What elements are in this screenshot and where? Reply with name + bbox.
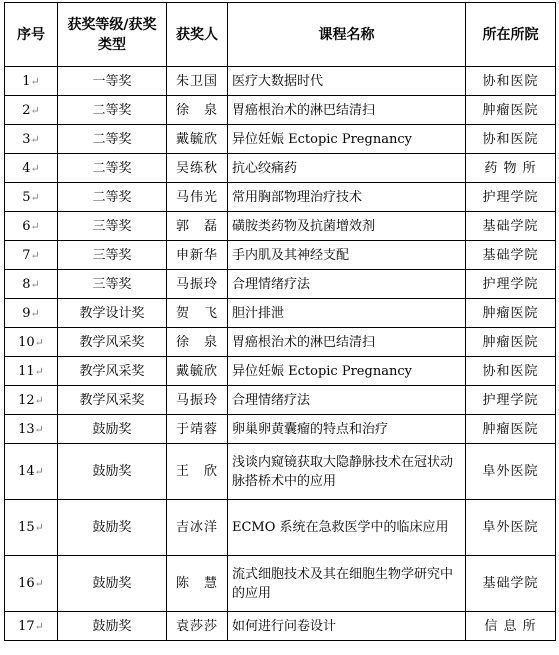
table-row (5, 183, 556, 212)
row-course-cell (228, 67, 466, 96)
row-winner-cell-text: 戴毓欣 (175, 363, 218, 379)
paragraph-mark: ↵ (30, 132, 40, 146)
paragraph-mark: ↵ (30, 277, 40, 291)
row-level-cell (58, 125, 167, 154)
row-course-cell-text: 流式细胞技术及其在细胞生物学研究中的应用 (232, 566, 454, 601)
row-level-cell (58, 386, 167, 415)
row-dept-cell-text: 协和医院 (482, 363, 539, 379)
row-no-cell (5, 67, 58, 96)
row-level-cell-text: 三等奖 (92, 247, 132, 263)
row-course-cell (228, 500, 466, 556)
row-course-cell-text: 异位妊娠 Ectopic Pregnancy (232, 131, 412, 147)
row-dept-cell-text: 协和医院 (482, 73, 539, 89)
table-row (5, 612, 556, 641)
row-level-cell-text: 鼓励奖 (92, 520, 132, 535)
paragraph-mark: ↵ (34, 577, 44, 590)
row-level-cell (58, 328, 167, 357)
row-dept-cell-text: 药 物 所 (484, 160, 537, 176)
row-winner-cell (167, 212, 228, 241)
row-level-cell (58, 556, 167, 612)
row-no-cell-text: 11 (18, 363, 35, 379)
row-level-cell-text: 三等奖 (92, 276, 132, 292)
row-dept-cell-text: 肿瘤医院 (482, 305, 539, 321)
row-course-cell-text: 胆汁排泄 (232, 305, 285, 321)
row-winner-cell-text: 袁莎莎 (175, 618, 218, 634)
row-course-cell (228, 444, 466, 500)
table-row (5, 96, 556, 125)
paragraph-mark: ↵ (34, 465, 44, 478)
paragraph-mark: ↵ (30, 74, 40, 88)
row-winner-cell-text: 徐 泉 (175, 334, 218, 350)
row-winner-cell (167, 183, 228, 212)
paragraph-mark: ↵ (30, 161, 40, 175)
row-no-cell (5, 241, 58, 270)
row-level-cell-text: 鼓励奖 (92, 421, 132, 437)
row-course-cell-text: 如何进行问卷设计 (232, 618, 337, 634)
row-winner-cell-text: 马振玲 (175, 392, 218, 408)
row-winner-cell-text: 陈 慧 (175, 576, 218, 591)
row-level-cell-text: 二等奖 (92, 189, 132, 205)
table-row (5, 500, 556, 556)
header-course: 课程名称 (228, 3, 466, 67)
row-course-cell (228, 270, 466, 299)
row-level-cell-text: 二等奖 (92, 102, 132, 118)
row-course-cell (228, 612, 466, 641)
row-dept-cell-text: 阜外医院 (482, 464, 539, 479)
row-no-cell-text: 1 (22, 73, 31, 89)
row-course-cell (228, 556, 466, 612)
row-no-cell (5, 415, 58, 444)
row-no-cell (5, 612, 58, 641)
table-row (5, 386, 556, 415)
row-dept-cell (466, 612, 556, 641)
row-level-cell (58, 183, 167, 212)
row-no-cell-text: 10 (18, 334, 35, 350)
paragraph-mark: ↵ (34, 393, 44, 407)
row-winner-cell (167, 299, 228, 328)
row-level-cell (58, 96, 167, 125)
row-winner-cell (167, 500, 228, 556)
row-level-cell-text: 二等奖 (92, 160, 132, 176)
table-row (5, 328, 556, 357)
row-winner-cell (167, 612, 228, 641)
row-dept-cell (466, 500, 556, 556)
row-no-cell-text: 2 (22, 102, 31, 118)
row-course-cell (228, 241, 466, 270)
row-no-cell-text: 7 (22, 247, 31, 263)
row-course-cell-text: 合理情绪疗法 (232, 392, 311, 408)
row-course-cell-text: 磺胺类药物及抗菌增效剂 (232, 218, 376, 234)
table-row (5, 357, 556, 386)
row-dept-cell (466, 183, 556, 212)
row-dept-cell-text: 护理学院 (482, 189, 539, 205)
table-row (5, 212, 556, 241)
table-body (5, 67, 556, 641)
row-dept-cell (466, 154, 556, 183)
row-dept-cell-text: 肿瘤医院 (482, 334, 539, 350)
row-level-cell (58, 270, 167, 299)
row-no-cell (5, 270, 58, 299)
table-row (5, 415, 556, 444)
row-dept-cell (466, 328, 556, 357)
row-winner-cell (167, 67, 228, 96)
row-dept-cell (466, 270, 556, 299)
paragraph-mark: ↵ (34, 521, 44, 534)
row-winner-cell-text: 郭 磊 (175, 218, 218, 234)
row-level-cell (58, 612, 167, 641)
row-course-cell (228, 415, 466, 444)
row-winner-cell-text: 王 欣 (175, 464, 218, 479)
row-no-cell-text: 13 (18, 421, 35, 437)
row-no-cell (5, 444, 58, 500)
row-level-cell (58, 67, 167, 96)
row-no-cell (5, 299, 58, 328)
row-no-cell (5, 328, 58, 357)
row-course-cell (228, 328, 466, 357)
row-winner-cell (167, 357, 228, 386)
row-no-cell (5, 556, 58, 612)
row-dept-cell-text: 肿瘤医院 (482, 102, 539, 118)
header-dept: 所在所院 (466, 3, 556, 67)
row-winner-cell (167, 241, 228, 270)
paragraph-mark: ↵ (30, 248, 40, 262)
row-course-cell-text: 胃癌根治术的淋巴结清扫 (232, 102, 376, 118)
paragraph-mark: ↵ (30, 190, 40, 204)
row-dept-cell-text: 护理学院 (482, 392, 539, 408)
row-level-cell (58, 415, 167, 444)
row-winner-cell (167, 386, 228, 415)
row-course-cell (228, 386, 466, 415)
row-winner-cell (167, 328, 228, 357)
row-level-cell (58, 444, 167, 500)
row-no-cell-text: 6 (22, 218, 31, 234)
header-winner: 获奖人 (167, 3, 228, 67)
row-no-cell-text: 14 (18, 464, 35, 479)
row-dept-cell-text: 基础学院 (482, 576, 539, 591)
row-dept-cell (466, 357, 556, 386)
row-dept-cell-text: 肿瘤医院 (482, 421, 539, 437)
row-no-cell (5, 357, 58, 386)
row-level-cell (58, 154, 167, 183)
row-level-cell (58, 299, 167, 328)
row-dept-cell-text: 护理学院 (482, 276, 539, 292)
paragraph-mark: ↵ (30, 103, 40, 117)
table-row (5, 299, 556, 328)
row-dept-cell (466, 556, 556, 612)
row-level-cell (58, 500, 167, 556)
row-no-cell (5, 96, 58, 125)
award-table (4, 2, 556, 641)
row-level-cell (58, 241, 167, 270)
row-winner-cell (167, 154, 228, 183)
row-course-cell (228, 183, 466, 212)
row-no-cell (5, 212, 58, 241)
paragraph-mark: ↵ (30, 306, 40, 320)
row-course-cell (228, 154, 466, 183)
row-course-cell (228, 299, 466, 328)
row-course-cell-text: 手内肌及其神经支配 (232, 247, 350, 263)
row-winner-cell (167, 125, 228, 154)
row-no-cell-text: 12 (18, 392, 35, 408)
row-winner-cell-text: 贺 飞 (175, 305, 218, 321)
table-row (5, 125, 556, 154)
row-dept-cell (466, 96, 556, 125)
row-no-cell-text: 8 (22, 276, 31, 292)
row-no-cell-text: 16 (18, 576, 35, 591)
row-course-cell-text: 胃癌根治术的淋巴结清扫 (232, 334, 376, 350)
row-no-cell (5, 154, 58, 183)
row-level-cell (58, 357, 167, 386)
row-winner-cell-text: 吴练秋 (175, 160, 218, 176)
row-winner-cell-text: 申新华 (175, 247, 218, 263)
row-winner-cell-text: 朱卫国 (175, 73, 218, 89)
row-dept-cell (466, 386, 556, 415)
header-no: 序号 (5, 3, 58, 67)
paragraph-mark: ↵ (30, 219, 40, 233)
row-winner-cell (167, 270, 228, 299)
row-winner-cell-text: 吉冰洋 (175, 520, 218, 535)
row-no-cell-text: 5 (22, 189, 31, 205)
row-winner-cell (167, 556, 228, 612)
paragraph-mark: ↵ (34, 364, 44, 378)
paragraph-mark: ↵ (34, 619, 44, 633)
row-no-cell-text: 9 (22, 305, 31, 321)
row-dept-cell (466, 212, 556, 241)
row-level-cell-text: 鼓励奖 (92, 464, 132, 479)
row-dept-cell (466, 415, 556, 444)
row-level-cell (58, 212, 167, 241)
table-row (5, 241, 556, 270)
row-course-cell (228, 357, 466, 386)
row-dept-cell (466, 125, 556, 154)
row-winner-cell-text: 马振玲 (175, 276, 218, 292)
table-row (5, 556, 556, 612)
row-no-cell (5, 125, 58, 154)
table-row (5, 154, 556, 183)
row-dept-cell-text: 阜外医院 (482, 520, 539, 535)
row-course-cell-text: 医疗大数据时代 (232, 73, 324, 89)
row-course-cell-text: 合理情绪疗法 (232, 276, 311, 292)
row-no-cell (5, 183, 58, 212)
row-course-cell-text: ECMO 系统在急救医学中的临床应用 (232, 520, 449, 535)
row-level-cell-text: 鼓励奖 (92, 618, 132, 634)
table-row (5, 270, 556, 299)
row-winner-cell-text: 戴毓欣 (175, 131, 218, 147)
row-dept-cell (466, 241, 556, 270)
row-course-cell-text: 浅谈内窥镜获取大隐静脉技术在冠状动脉搭桥术中的应用 (232, 454, 454, 489)
row-course-cell (228, 96, 466, 125)
row-course-cell (228, 125, 466, 154)
row-winner-cell-text: 于靖蓉 (175, 421, 218, 437)
row-course-cell-text: 异位妊娠 Ectopic Pregnancy (232, 363, 412, 379)
row-level-cell-text: 一等奖 (92, 73, 132, 89)
row-no-cell (5, 500, 58, 556)
row-dept-cell-text: 基础学院 (482, 218, 539, 234)
row-winner-cell (167, 96, 228, 125)
table-row (5, 67, 556, 96)
row-course-cell-text: 卵巢卵黄囊瘤的特点和治疗 (232, 421, 389, 437)
row-level-cell-text: 鼓励奖 (92, 576, 132, 591)
row-course-cell-text: 常用胸部物理治疗技术 (232, 189, 363, 205)
row-dept-cell (466, 299, 556, 328)
row-level-cell-text: 教学风采奖 (79, 392, 145, 408)
row-no-cell-text: 4 (22, 160, 31, 176)
row-dept-cell-text: 信 息 所 (484, 618, 537, 634)
row-dept-cell-text: 协和医院 (482, 131, 539, 147)
row-level-cell-text: 教学风采奖 (79, 334, 145, 350)
header-row (5, 3, 556, 67)
row-level-cell-text: 二等奖 (92, 131, 132, 147)
row-no-cell-text: 17 (18, 618, 35, 634)
paragraph-mark: ↵ (34, 422, 44, 436)
header-level: 获奖等级/获奖类型 (58, 3, 167, 67)
row-no-cell-text: 3 (22, 131, 31, 147)
row-winner-cell (167, 415, 228, 444)
row-no-cell (5, 386, 58, 415)
row-winner-cell-text: 徐 泉 (175, 102, 218, 118)
row-winner-cell (167, 444, 228, 500)
row-dept-cell (466, 444, 556, 500)
row-winner-cell-text: 马伟光 (175, 189, 218, 205)
row-dept-cell-text: 基础学院 (482, 247, 539, 263)
table-row (5, 444, 556, 500)
row-level-cell-text: 三等奖 (92, 218, 132, 234)
row-level-cell-text: 教学风采奖 (79, 363, 145, 379)
row-course-cell (228, 212, 466, 241)
row-course-cell-text: 抗心绞痛药 (232, 160, 298, 176)
row-dept-cell (466, 67, 556, 96)
award-table-container (4, 2, 555, 641)
row-no-cell-text: 15 (18, 520, 35, 535)
paragraph-mark: ↵ (34, 335, 44, 349)
row-level-cell-text: 教学设计奖 (79, 305, 145, 321)
